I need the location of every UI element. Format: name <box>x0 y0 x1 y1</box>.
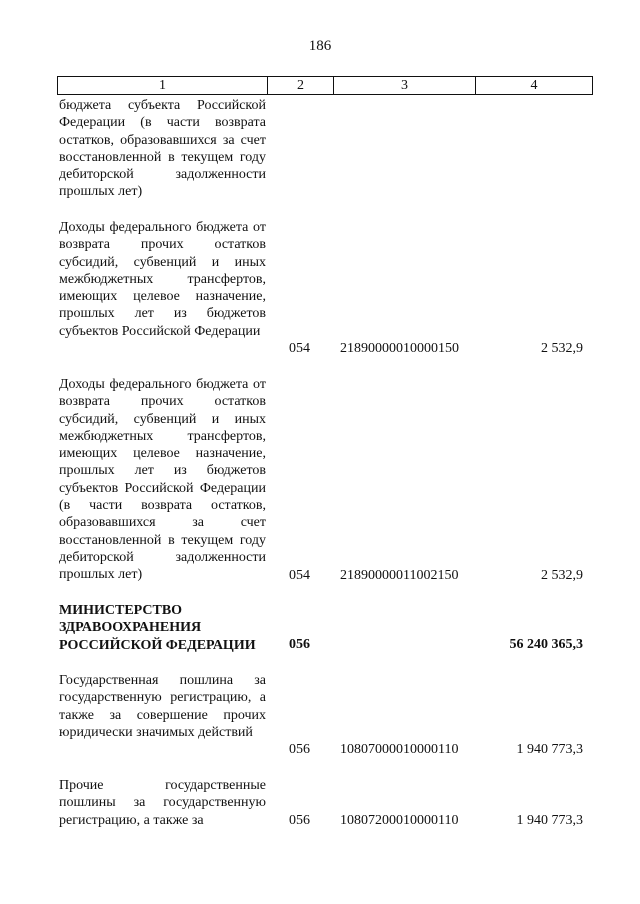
row-budget-code: 21890000010000150 <box>340 341 459 356</box>
row-amount: 1 940 773,3 <box>516 742 583 757</box>
row-admin-code: 056 <box>289 813 310 828</box>
row-description: Доходы федерального бюджета от возврата прочих остатков субсидий, субвенций и иных межбюджетных трансфертов, имеющих целевое назначение, прошлых лет из бюджетов субъектов Российской Федерации (в части возврата остатков, образовавшихся за счет восстановленной в текущем году дебиторской задолженности прошлых лет) <box>59 377 266 583</box>
row-amount: 2 532,9 <box>541 568 583 583</box>
ministry-amount: 56 240 365,3 <box>509 637 583 652</box>
ministry-admin-code: 056 <box>289 637 310 652</box>
table-header <box>57 76 593 95</box>
row-budget-code: 21890000011002150 <box>340 568 459 583</box>
row-description: Государственная пошлина за государственную регистрацию, а также за совершение прочих юридически значимых действий <box>59 673 266 740</box>
header-col-3: 3 <box>334 77 476 94</box>
row-amount: 2 532,9 <box>541 341 583 356</box>
row-description: Прочие государственные пошлины за государственную регистрацию, а также за <box>59 778 266 828</box>
row-budget-code: 10807200010000110 <box>340 813 459 828</box>
row-description: бюджета субъекта Российской Федерации (в части возврата остатков, образовавшихся за счет восстановленной в текущем году дебиторской задолженности прошлых лет) <box>59 98 266 200</box>
row-admin-code: 056 <box>289 742 310 757</box>
row-admin-code: 054 <box>289 341 310 356</box>
header-col-4: 4 <box>530 78 538 93</box>
page-number: 186 <box>308 38 332 54</box>
row-admin-code: 054 <box>289 568 310 583</box>
row-amount: 1 940 773,3 <box>516 813 583 828</box>
header-col-2: 2 <box>268 77 334 94</box>
header-col-1: 1 <box>58 77 268 94</box>
row-description: Доходы федерального бюджета от возврата прочих остатков субсидий, субвенций и иных межбюджетных трансфертов, имеющих целевое назначение, прошлых лет из бюджетов субъектов Российской Федерации <box>59 220 266 339</box>
ministry-title: МИНИСТЕРСТВО ЗДРАВООХРАНЕНИЯ РОССИЙСКОЙ ФЕДЕРАЦИИ <box>59 603 256 653</box>
row-budget-code: 10807000010000110 <box>340 742 459 757</box>
